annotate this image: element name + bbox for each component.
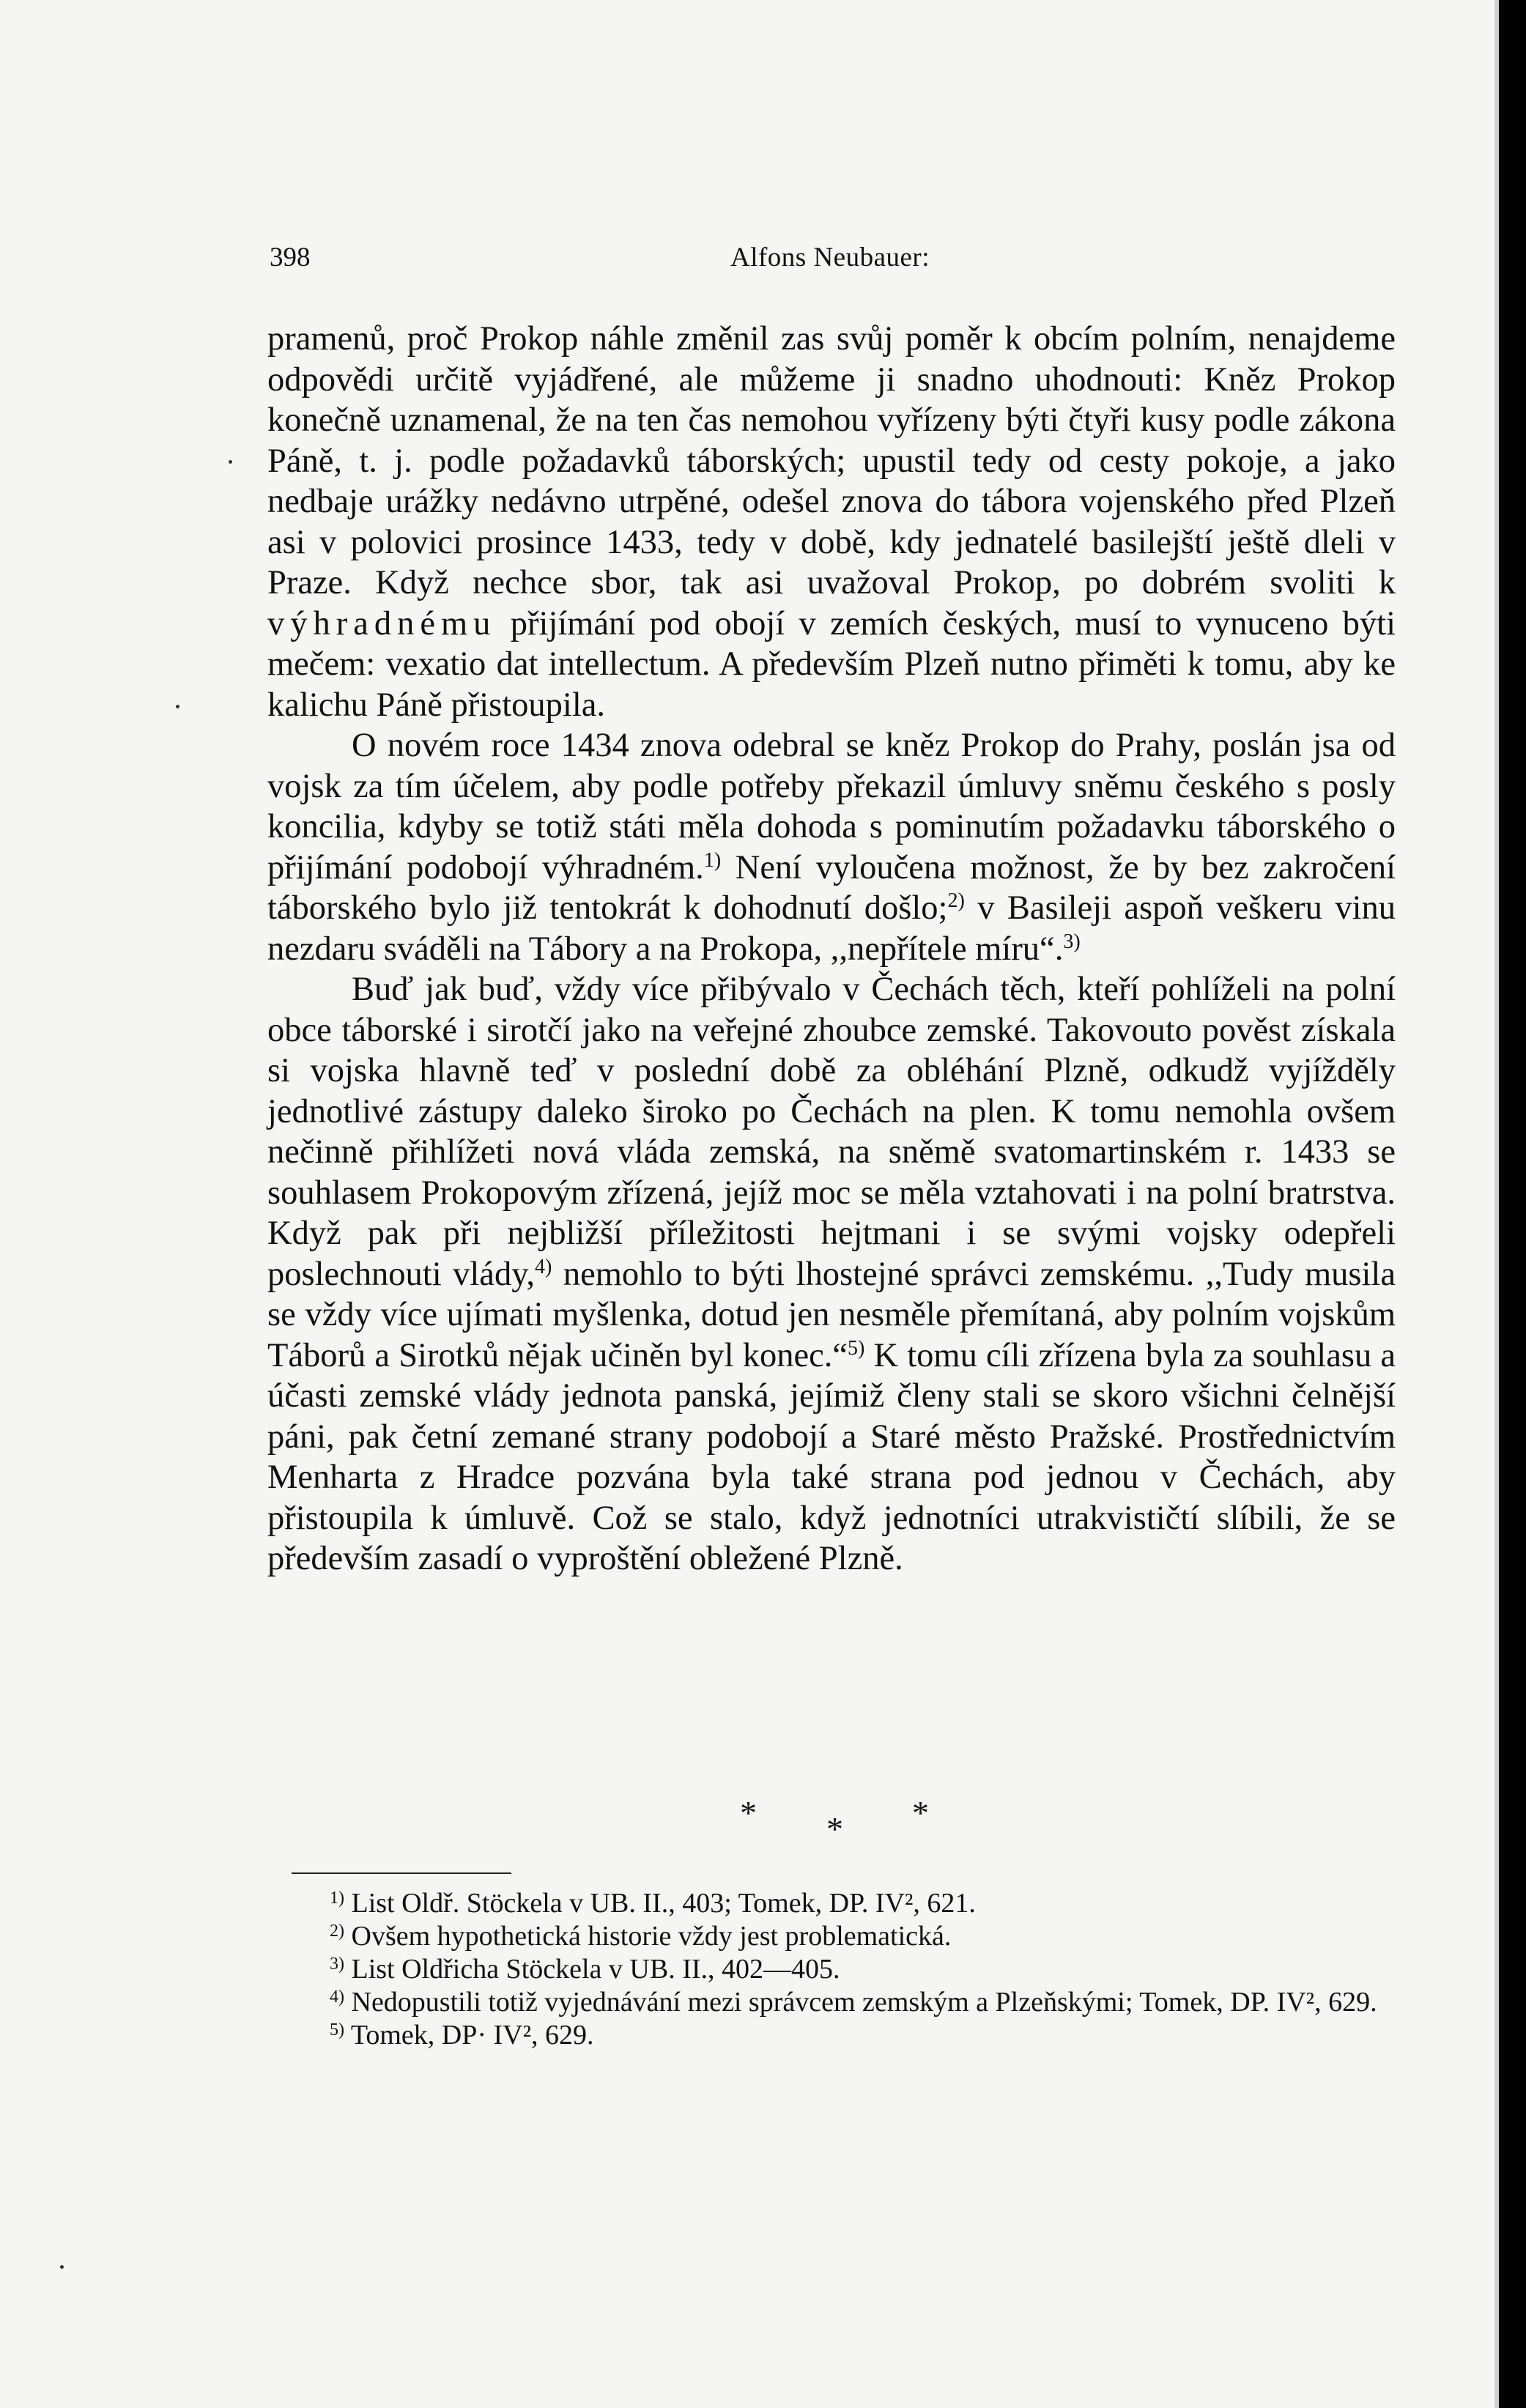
footnote-1-text: List Oldř. Stöckela v UB. II., 403; Tomek, DP. IV², 621. (344, 1888, 976, 1919)
separator-star-2: * (826, 1810, 843, 1848)
footnote-4-mark: 4) (330, 1987, 344, 2007)
paragraph-3-text-c: K tomu cíli zřízena byla za souhlasu a účasti zemské vlády jednota panská, jejímiž členy stali se skoro všichni čelnější páni, pak četní zemané strany podobojí a Staré město Pražské. Prostřednictvím Menharta z Hradce pozvána byla také strana pod jednou v Čechách, aby přistoupila k úmluvě. Což se stalo, když jednotníci utrakvističtí slíbili, že se především zasadí o vyproštění obležené Plzně. (267, 1336, 1396, 1577)
scan-speck (60, 2265, 64, 2269)
footnote-3-text: List Oldřicha Stöckela v UB. II., 402—405. (344, 1954, 840, 1985)
footnote-ref-4: 4) (535, 1255, 552, 1278)
paragraph-2 (267, 725, 1396, 969)
page-number: 398 (270, 242, 311, 273)
footnote-1 (289, 1887, 1399, 1920)
footnotes (289, 1887, 1399, 2052)
paragraph-3-text-b: nemohlo to býti lhostejné správci zemskému. ,,Tudy musila se vždy více ujímati myšlenka, dotud jen nesměle přemítaná, aby polním vojskům Táborů a Sirotků nějak učiněn byl konec.“ (267, 1255, 1396, 1374)
paragraph-1-text-a: pramenů, proč Prokop náhle změnil zas svůj poměr k obcím polním, nenajdeme odpovědi určitě vyjádřené, ale můžeme ji snadno uhodnouti: Kněz Prokop konečně uznamenal, že na ten čas nemohou vyřízeny býti čtyři kusy podle zákona Páně, t. j. podle požadavků táborských; upustil tedy od cesty pokoje, a jako nedbaje urážky nedávno utrpěné, odešel znova do tábora vojenského před Plzeň asi v polovici prosince 1433, tedy v době, kdy jednatelé basilejští ještě dleli v Praze. Když nechce sbor, tak asi uvažoval Prokop, po dobrém svoliti k (267, 320, 1396, 601)
footnote-3-mark: 3) (330, 1955, 344, 1974)
paragraph-3 (267, 969, 1396, 1579)
page-header (270, 242, 1390, 286)
footnote-rule (292, 1872, 511, 1874)
footnote-3 (289, 1953, 1399, 1986)
footnote-2 (289, 1920, 1399, 1953)
running-head: Alfons Neubauer: (730, 242, 930, 273)
paragraph-2-text-b: Není vyloučena možnost, že by bez zakročení táborského bylo již tentokrát k dohodnutí došlo; (267, 848, 1396, 927)
section-separator (718, 1793, 952, 1848)
footnote-5 (289, 2019, 1399, 2052)
paragraph-1 (267, 319, 1396, 725)
footnote-5-mark: 5) (330, 2020, 344, 2040)
footnote-4 (289, 1986, 1399, 2019)
footnote-4-text: Nedopustili totiž vyjednávání mezi správcem zemským a Plzeňskými; Tomek, DP. IV², 629. (344, 1987, 1377, 2018)
footnote-1-mark: 1) (330, 1889, 344, 1908)
separator-star-1: * (740, 1794, 757, 1831)
footnote-ref-2: 2) (947, 889, 965, 912)
footnote-ref-3: 3) (1063, 930, 1081, 953)
body-text (267, 319, 1396, 1579)
separator-star-3: * (912, 1794, 929, 1831)
paragraph-1-text-b: přijímání pod obojí v zemích českých, musí to vynuceno býti mečem: vexatio dat intellectum. A především Plzeň nutno přiměti k tomu, aby ke kalichu Páně přistoupila. (267, 604, 1396, 724)
paragraph-2-text-c: v Basileji aspoň veškeru vinu nezdaru sváděli na Tábory a na Prokopa, ,,nepřítele míru“. (267, 889, 1396, 968)
spaced-emphasis: výhradnému (267, 604, 497, 642)
paragraph-2-text-a: O novém roce 1434 znova odebral se kněz Prokop do Prahy, poslán jsa od vojsk za tím účelem, aby podle potřeby překazil úmluvy sněmu českého s posly koncilia, kdyby se totiž státi měla dohoda s pominutím požadavku táborského o přijímání podobojí výhradném. (267, 727, 1396, 886)
paragraph-3-text-a: Buď jak buď, vždy více přibývalo v Čechách těch, kteří pohlíželi na polní obce táborské i sirotčí jako na veřejné zhoubce zemské. Takovouto pověst získala si vojska hlavně teď v poslední době za obléhání Plzně, odkudž vyjížděly jednotlivé zástupy daleko široko po Čechách na plen. K tomu nemohla ovšem nečinně přihlížeti nová vláda zemská, na sněmě svatomartinském r. 1433 se souhlasem Prokopovým zřízená, jejíž moc se měla vztahovati i na polní bratrstva. Když pak při nejbližší příležitosti hejtmani i se svými vojsky odepřeli poslechnouti vlády, (267, 971, 1396, 1293)
footnote-2-text: Ovšem hypothetická historie vždy jest problematická. (344, 1921, 952, 1952)
footnote-5-text: Tomek, DP· IV², 629. (344, 2020, 594, 2050)
scan-speck (176, 705, 179, 708)
scan-speck (229, 460, 232, 464)
footnote-ref-5: 5) (848, 1336, 865, 1360)
footnote-2-mark: 2) (330, 1922, 344, 1941)
footnote-ref-1: 1) (703, 848, 722, 872)
